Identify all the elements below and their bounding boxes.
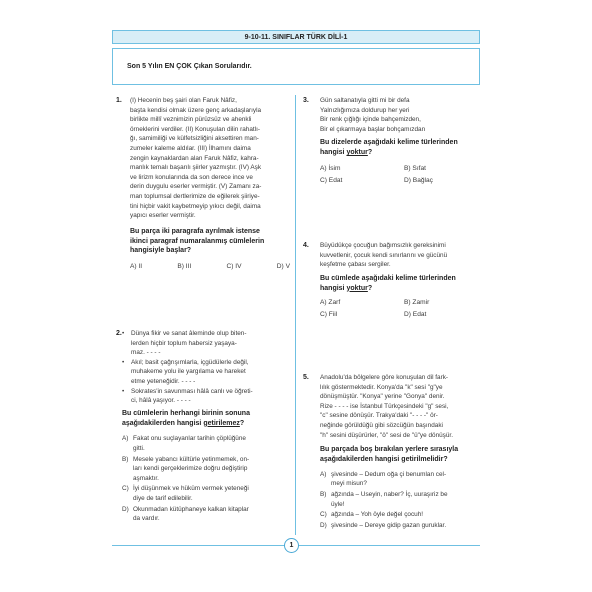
sentence-line: maz. - - - -: [131, 349, 161, 357]
answer-line: diye de tarif edilebilir.: [133, 494, 193, 502]
passage-line: kuvvetlenir, çocuk kendi sınırlarını ve gücünü: [320, 251, 448, 259]
answer-line: da vardır.: [133, 515, 160, 523]
answer-line: aşmaktır.: [133, 474, 159, 482]
answer-option: D) V: [276, 263, 290, 271]
answer-line: ağzında – Yoh öyle değel çocuh!: [331, 511, 424, 519]
passage-line: Rize - - - - ise İstanbul Türkçesindeki "g" sesi,: [320, 402, 449, 410]
answer-line: ağzında – Useyin, naber? İç, uuraşıriz be: [331, 490, 448, 498]
question-3: [320, 96, 488, 185]
answer-line: ları kendi gerçeklerimize doğru değiştirip: [133, 465, 248, 473]
answer-line: Fakat onu suçlayanlar tarihin çöplüğüne: [133, 435, 246, 443]
passage-line: lılık göstermektedir. Konya'da "k" sesi "g"ye: [320, 383, 443, 391]
bullet-icon: •: [122, 330, 125, 337]
answer-line: şivesinde – Dereye gidip gazan guruklar.: [331, 521, 447, 529]
passage-line: Anadolu'da bölgelere göre konuşulan dil fark-: [320, 374, 449, 381]
sentence-line: Akıl; basit çağrışımlarla, içgüdülerle değil,: [131, 358, 249, 366]
poem-line: Gün saltanatıyla gitti mi bir defa: [320, 97, 410, 104]
answer-option: [320, 470, 458, 489]
question-2-number: 2.: [116, 330, 122, 337]
answer-text: [331, 490, 448, 509]
sentence-item: [122, 329, 253, 358]
stem-line: Bu parçada boş bırakılan yerlere sırasıyla: [320, 446, 459, 454]
question-5-answers: [320, 470, 458, 531]
answer-option: [320, 490, 458, 509]
answer-option: A) Zarf: [320, 299, 341, 307]
passage-line: (I) Hecenin beş şairi olan Faruk Nâfiz,: [130, 97, 237, 104]
sentence-item: [122, 387, 253, 406]
answer-option: D) Bağlaç: [404, 176, 433, 184]
answer-text: [133, 505, 249, 524]
passage-line: örneklerini verdiler. (II) Konuşulan dilin rahatlı-: [130, 125, 261, 133]
answer-option: [122, 455, 253, 484]
answer-label: C): [320, 511, 327, 519]
passage-line: keşfetme çabası sergiler.: [320, 261, 391, 269]
poem-line: Bir el çıkarmaya başlar bohçamızdan: [320, 125, 426, 133]
answer-label: B): [122, 455, 129, 463]
poem-line: Bir renk çığlığı içinde bahçemizden,: [320, 116, 421, 124]
stem-line: hangisiyle başlar?: [130, 247, 192, 255]
question-5-stem: [320, 445, 458, 465]
question-1-options: [130, 262, 290, 272]
passage-line: tini hiçbir vakit kaybetmeyip yıkıcı değil, daima: [130, 202, 261, 210]
header-subtitle: Son 5 Yılın EN ÇOK Çıkan Sorularıdır.: [127, 63, 252, 70]
bullet-icon: •: [122, 358, 125, 366]
answer-label: A): [122, 435, 129, 443]
question-3-stem: Bu dizelerde aşağıdaki kelime türlerinden hangisi yoktur?: [320, 139, 458, 157]
question-1-stem: [130, 227, 290, 256]
sentence-line: Dünya fikir ve sanat âleminde olup biten-: [131, 330, 247, 337]
answer-option: A) İsim: [320, 164, 341, 172]
question-1-number: 1.: [116, 97, 122, 104]
passage-line: birlikte millî veznimizin pürüzsüz ve ahenkli: [130, 116, 252, 124]
sentence-text: [131, 358, 249, 387]
answer-option: [320, 510, 458, 520]
answer-text: [133, 434, 246, 453]
passage-line: ve lirizm konularında da son derece ince ve: [130, 173, 253, 181]
page-title: 9-10-11. SINIFLAR TÜRK DİLİ-1: [112, 30, 480, 44]
question-4: [320, 241, 488, 320]
sentence-line: Sokrates'in savunması hâlâ canlı ve öğreti-: [131, 387, 253, 395]
sentence-line: etme yeteneğidir. - - - -: [131, 377, 196, 385]
passage-line: derin duygulu eserler vermiştir. (V) Zamanı za-: [130, 183, 262, 191]
answer-option: C) Fiil: [320, 310, 338, 318]
question-3-options: [320, 164, 488, 185]
question-2: [122, 329, 253, 525]
question-5-passage: [320, 373, 458, 440]
answer-line: üyle!: [331, 500, 345, 508]
stem-line: Bu parça iki paragrafa ayrılmak istense: [130, 227, 260, 235]
poem-line: Yalnızlığımıza doldurup her yeri: [320, 106, 410, 114]
question-5: [320, 373, 458, 531]
answer-text: [331, 510, 423, 520]
answer-label: D): [122, 505, 129, 513]
passage-line: man toplumsal dertlerimize de eğilerek şiiriye-: [130, 192, 260, 200]
page-number: 1: [284, 538, 299, 553]
question-4-stem: Bu cümlede aşağıdaki kelime türlerinden hangisi yoktur?: [320, 274, 456, 292]
answer-option: [122, 484, 253, 503]
passage-line: neğinde görüldüğü gibi sözcüğün başındaki: [320, 421, 443, 429]
answer-text: [331, 470, 446, 489]
sentence-text: [131, 329, 246, 358]
sentence-line: lerden hiçbir toplum habersiz yaşaya-: [131, 339, 237, 347]
passage-line: Büyüdükçe çocuğun bağımsızlık gereksinimi: [320, 242, 446, 249]
question-5-number: 5.: [303, 374, 309, 381]
answer-line: şivesinde – Dedum oğa çi benumlan cel-: [331, 470, 447, 478]
sentence-text: [131, 387, 253, 406]
passage-line: ğı, samimiliği ve külfetsizliğini aksettiren man-: [130, 135, 259, 143]
stem-line: aşağıdakilerden hangisi getirilmelidir?: [320, 455, 448, 463]
passage-line: manlık temalı başarılı şiirler yazmıştır. (IV) Aşk: [130, 164, 262, 172]
answer-option: B) Zamir: [404, 299, 430, 307]
sentence-line: ci, hâlâ yaşıyor. - - - -: [131, 397, 191, 405]
answer-option: B) Sıfat: [404, 164, 426, 172]
question-2-sentences: [122, 329, 253, 406]
answer-text: [133, 484, 249, 503]
passage-line: zengin kaynaklardan alan Faruk Nâfiz, kahra-: [130, 154, 259, 162]
answer-line: gitti.: [133, 444, 145, 452]
answer-option: A) II: [130, 263, 143, 271]
stem-line: ikinci paragraf numaralanmış cümlelerin: [130, 237, 265, 245]
passage-line: başta kendisi olmak üzere genç arkadaşlarıyla: [130, 106, 262, 114]
question-1-passage: [130, 96, 290, 221]
answer-option: D) Edat: [404, 310, 427, 318]
answer-label: C): [122, 485, 129, 493]
bullet-icon: •: [122, 387, 125, 395]
answer-option: [122, 505, 253, 524]
answer-label: A): [320, 470, 327, 478]
question-1: [130, 96, 290, 272]
passage-line: yapıcı eserler vermiştir.: [130, 212, 196, 220]
question-4-number: 4.: [303, 242, 309, 249]
question-3-number: 3.: [303, 97, 309, 104]
column-divider: [295, 95, 296, 535]
answer-line: İyi düşünmek ve hüküm vermek yeteneği: [133, 485, 249, 493]
answer-label: D): [320, 521, 327, 529]
question-3-poem: [320, 96, 488, 134]
answer-option: B) III: [177, 263, 192, 271]
answer-line: meyi misun?: [331, 480, 367, 488]
passage-line: "c" sesine dönüşür. Trakya'daki "- - - -" ör-: [320, 412, 438, 420]
answer-option: [320, 521, 458, 531]
question-4-passage: [320, 241, 488, 270]
answer-text: [133, 455, 249, 484]
answer-option: [122, 434, 253, 453]
answer-line: Okunmadan kütüphaneye kalkan kitaplar: [133, 505, 249, 513]
answer-label: B): [320, 490, 327, 498]
passage-line: dönüşmüştür. "Konya" yerine "Gonya" denir.: [320, 393, 445, 401]
question-2-stem: Bu cümlelerin herhangi birinin sonuna aşağıdakilerden hangisi getirilemez?: [122, 409, 250, 427]
passage-line: zumeler kaleme aldılar. (III) İlhamını daima: [130, 144, 251, 152]
answer-line: Mesele yabancı kültürle yetinmemek, on-: [133, 455, 250, 463]
sentence-item: [122, 358, 253, 387]
question-2-answers: [122, 434, 253, 523]
sentence-line: muhakeme yolu ile yargılama ve hareket: [131, 368, 246, 376]
answer-option: C) IV: [226, 263, 242, 271]
passage-line: "h" sesini düşürürler, "ö" sesi de "ü"ye dönüşür.: [320, 431, 453, 439]
question-4-options: [320, 298, 488, 319]
answer-option: C) Edat: [320, 176, 343, 184]
answer-text: [331, 521, 446, 531]
